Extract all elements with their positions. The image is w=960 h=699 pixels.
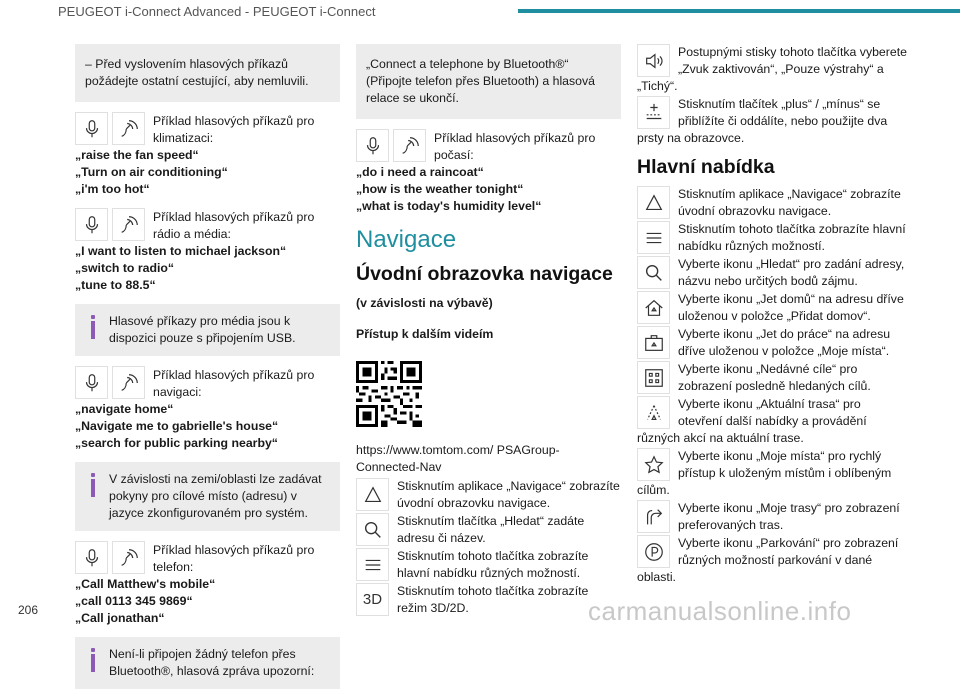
menu-row-text: Vyberte ikonu „Jet domů“ na adresu dříve uloženou v položce „Přidat domov“. (678, 292, 904, 323)
voice-command: „do i need a raincoat“ (356, 165, 484, 179)
example-intro: Příklad hlasových příkazů pro klimatizaci: (153, 114, 315, 145)
info-icon (89, 648, 99, 672)
example-intro: Příklad hlasových příkazů pro telefon: (153, 543, 315, 574)
nav-row-text: Stisknutím tohoto tlačítka zobrazíte hlavní nabídku různých možností. (397, 549, 589, 580)
menu-row (637, 291, 907, 325)
navigation-arrow-icon (637, 186, 670, 219)
menu-row-text: Stisknutím tohoto tlačítka zobrazíte hlavní nabídku různých možností. (678, 222, 906, 253)
menu-row (637, 326, 907, 360)
equipment-note: (v závislosti na výbavě) (356, 296, 493, 310)
nav-row (356, 583, 621, 617)
microphone-icon (75, 112, 108, 145)
navigation-arrow-icon (356, 478, 389, 511)
voice-command-icon (112, 208, 145, 241)
nav-row-text: Stisknutím aplikace „Navigace“ zobrazíte úvodní obrazovku navigace. (397, 479, 620, 510)
menu-row-text: Vyberte ikonu „Moje místa“ pro rychlý přístup k uloženým místům i oblíbeným cílům. (637, 449, 892, 497)
menu-row (637, 186, 907, 220)
menu-row (637, 256, 907, 290)
nav-row (356, 478, 621, 512)
menu-row (637, 361, 907, 395)
menu-row-text: Vyberte ikonu „Jet do práce“ na adresu dříve uloženou v položce „Moje místa“. (678, 327, 891, 358)
menu-icon (637, 221, 670, 254)
info-text: Není-li připojen žádný telefon přes Bluetooth®, hlasová zpráva upozorní: (109, 647, 315, 678)
search-icon (356, 513, 389, 546)
speaker-icon (637, 44, 670, 77)
nav-row-text: Stisknutím tohoto tlačítka zobrazíte režim 3D/2D. (397, 584, 589, 615)
menu-row (637, 221, 907, 255)
voice-example-climate (75, 112, 340, 198)
nav-row (637, 96, 907, 147)
microphone-icon (75, 541, 108, 574)
qr-code[interactable] (356, 361, 422, 427)
example-intro: Příklad hlasových příkazů pro počasí: (434, 131, 596, 162)
voice-command: „navigate home“ (75, 402, 174, 416)
microphone-icon (75, 208, 108, 241)
voice-command: „Turn on air conditioning“ (75, 165, 228, 179)
videos-label: Přístup k dalším videím (356, 327, 494, 341)
voice-example-weather (356, 129, 621, 215)
voice-example-radio (75, 208, 340, 294)
heading-main-menu: Hlavní nabídka (637, 156, 775, 178)
column-3 (637, 44, 907, 587)
heading-navigation-home: Úvodní obrazovka navigace (356, 263, 613, 285)
header-accent-bar (518, 9, 960, 13)
my-routes-icon (637, 500, 670, 533)
voice-command: „call 0113 345 9869“ (75, 594, 193, 608)
menu-row-text: Vyberte ikonu „Hledat“ pro zadání adresy, názvu nebo určitých bodů zájmu. (678, 257, 905, 288)
voice-example-phone (75, 541, 340, 627)
nav-row-text: Postupnými stisky tohoto tlačítka vyberete „Zvuk zaktivován“, „Pouze výstrahy“ a „Tichý“. (637, 45, 907, 93)
menu-row-text: Vyberte ikonu „Aktuální trasa“ pro otevření další nabídky a provádění různých akcí na aktuální trase. (637, 397, 867, 445)
menu-row (637, 448, 907, 499)
column-1 (75, 44, 340, 699)
example-intro: Příklad hlasových příkazů pro rádio a média: (153, 210, 315, 241)
menu-row-text: Vyberte ikonu „Parkování“ pro zobrazení různých možností parkování v dané oblasti. (637, 536, 899, 584)
voice-command: „switch to radio“ (75, 261, 175, 275)
search-icon (637, 256, 670, 289)
voice-command: „tune to 88.5“ (75, 278, 156, 292)
voice-command: „how is the weather tonight“ (356, 182, 524, 196)
nav-row (356, 548, 621, 582)
nav-row (637, 44, 907, 95)
voice-command-icon (393, 129, 426, 162)
voice-example-navigation (75, 366, 340, 452)
column-2 (356, 44, 621, 618)
info-box-usb (75, 304, 340, 356)
work-icon (637, 326, 670, 359)
info-box-country (75, 462, 340, 531)
voice-command: „Call Matthew's mobile“ (75, 577, 216, 591)
info-text: V závislosti na zemi/oblasti lze zadávat pokyny pro cílové místo (adresu) v jazyce zkonfigurovaném pro systém. (109, 472, 322, 520)
info-icon (89, 315, 99, 339)
menu-row-text: Stisknutím aplikace „Navigace“ zobrazíte úvodní obrazovku navigace. (678, 187, 901, 218)
current-route-icon (637, 396, 670, 429)
menu-row (637, 500, 907, 534)
menu-row-text: Vyberte ikonu „Moje trasy“ pro zobrazení preferovaných tras. (678, 501, 900, 532)
recent-destinations-icon (637, 361, 670, 394)
microphone-icon (356, 129, 389, 162)
menu-icon (356, 548, 389, 581)
menu-row-text: Vyberte ikonu „Nedávné cíle“ pro zobrazení posledně hledaných cílů. (678, 362, 871, 393)
voice-command: „raise the fan speed“ (75, 148, 199, 162)
video-url-link[interactable]: https://www.tomtom.com/ PSAGroup-Connected-Nav (356, 443, 560, 474)
voice-command: „Navigate me to gabrielle's house“ (75, 419, 279, 433)
section-title: Navigace (356, 226, 457, 253)
info-box-phone (75, 637, 340, 689)
star-icon (637, 448, 670, 481)
parking-icon (637, 535, 670, 568)
home-icon (637, 291, 670, 324)
voice-command-icon (112, 541, 145, 574)
voice-command-icon (112, 112, 145, 145)
menu-row (637, 535, 907, 586)
microphone-icon (75, 366, 108, 399)
note-box: – Před vyslovením hlasových příkazů požádejte ostatní cestující, aby nemluvili. (75, 44, 340, 102)
info-text: Hlasové příkazy pro média jsou k dispozici pouze s připojením USB. (109, 314, 296, 345)
nav-row (356, 513, 621, 547)
voice-command: „what is today's humidity level“ (356, 199, 542, 213)
page-number: 206 (18, 603, 39, 617)
info-icon (89, 473, 99, 497)
menu-row (637, 396, 907, 447)
voice-command: „Call jonathan“ (75, 611, 165, 625)
header-title: PEUGEOT i-Connect Advanced - PEUGEOT i-Connect (58, 4, 376, 19)
zoom-plus-minus-icon (637, 96, 670, 129)
3d-icon: 3D (356, 583, 389, 616)
watermark: carmanualsonline.info (588, 596, 852, 626)
nav-row-text: Stisknutím tlačítek „plus“ / „mínus“ se přiblížíte či oddálíte, nebo použijte dva prsty na obrazovce. (637, 97, 888, 145)
voice-command: „search for public parking nearby“ (75, 436, 278, 450)
nav-row-text: Stisknutím tlačítka „Hledat“ zadáte adresu či název. (397, 514, 585, 545)
voice-command: „I want to listen to michael jackson“ (75, 244, 287, 258)
note-box: „Connect a telephone by Bluetooth®“ (Připojte telefon přes Bluetooth) a hlasová relace se ukončí. (356, 44, 621, 119)
voice-command-icon (112, 366, 145, 399)
example-intro: Příklad hlasových příkazů pro navigaci: (153, 368, 315, 399)
voice-command: „i'm too hot“ (75, 182, 150, 196)
